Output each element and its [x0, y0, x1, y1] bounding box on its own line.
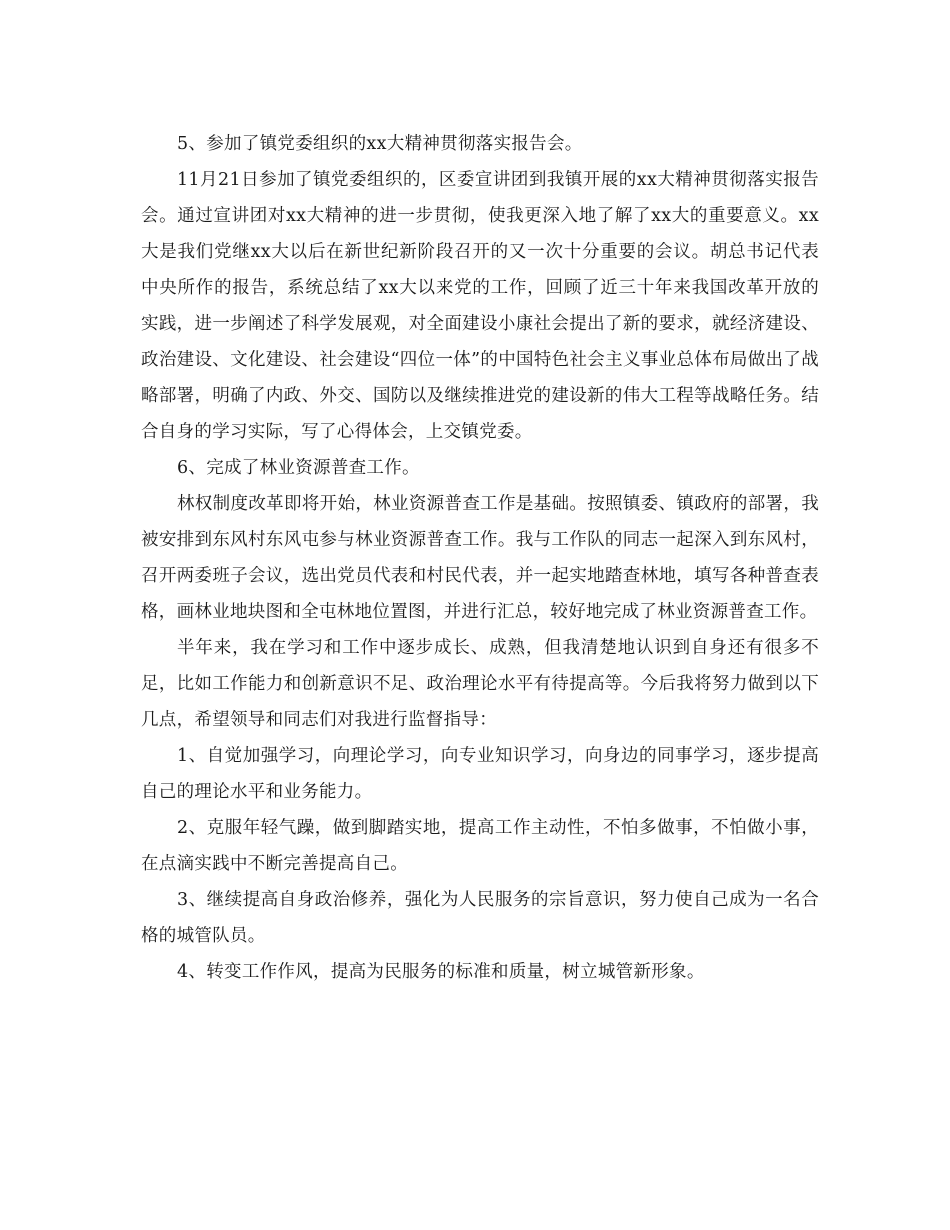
paragraph-goal-1: 1、自觉加强学习，向理论学习，向专业知识学习，向身边的同事学习，逐步提高自己的理论水平和业务能力。	[141, 746, 819, 802]
paragraph-item-5-heading: 5、参加了镇党委组织的xx大精神贯彻落实报告会。	[177, 134, 583, 154]
paragraph-goal-3: 3、继续提高自身政治修养，强化为人民服务的宗旨意识，努力使自己成为一名合格的城管队员。	[141, 890, 819, 946]
paragraph-goal-2: 2、克服年轻气躁，做到脚踏实地，提高工作主动性，不怕多做事，不怕做小事，在点滴实践中不断完善提高自己。	[141, 818, 819, 874]
paragraph-half-year-summary: 半年来，我在学习和工作中逐步成长、成熟，但我清楚地认识到自身还有很多不足，比如工作能力和创新意识不足、政治理论水平有待提高等。今后我将努力做到以下几点，希望领导和同志们对我进行监督指导：	[141, 638, 819, 730]
paragraph-item-6-heading: 6、完成了林业资源普查工作。	[177, 458, 420, 478]
paragraph-report-meeting: 11月21日参加了镇党委组织的，区委宣讲团到我镇开展的xx大精神贯彻落实报告会。通过宣讲团对xx大精神的进一步贯彻，使我更深入地了解了xx大的重要意义。xx大是我们党继xx大以后在新世纪新阶段召开的又一次十分重要的会议。胡总书记代表中央所作的报告，系统总结了xx大以来党的工作，回顾了近三十年来我国改革开放的实践，进一步阐述了科学发展观，对全面建设小康社会提出了新的要求，就经济建设、政治建设、文化建设、社会建设“四位一体”的中国特色社会主义事业总体布局做出了战略部署，明确了内政、外交、国防以及继续推进党的建设新的伟大工程等战略任务。结合自身的学习实际，写了心得体会，上交镇党委。	[141, 170, 819, 442]
paragraph-goal-4: 4、转变工作作风，提高为民服务的标准和质量，树立城管新形象。	[177, 962, 705, 982]
document-body	[141, 126, 819, 990]
paragraph-forestry-survey: 林权制度改革即将开始，林业资源普查工作是基础。按照镇委、镇政府的部署，我被安排到东风村东风屯参与林业资源普查工作。我与工作队的同志一起深入到东风村，召开两委班子会议，选出党员代表和村民代表，并一起实地踏查林地，填写各种普查表格，画林业地块图和全屯林地位置图，并进行汇总，较好地完成了林业资源普查工作。	[141, 494, 819, 622]
